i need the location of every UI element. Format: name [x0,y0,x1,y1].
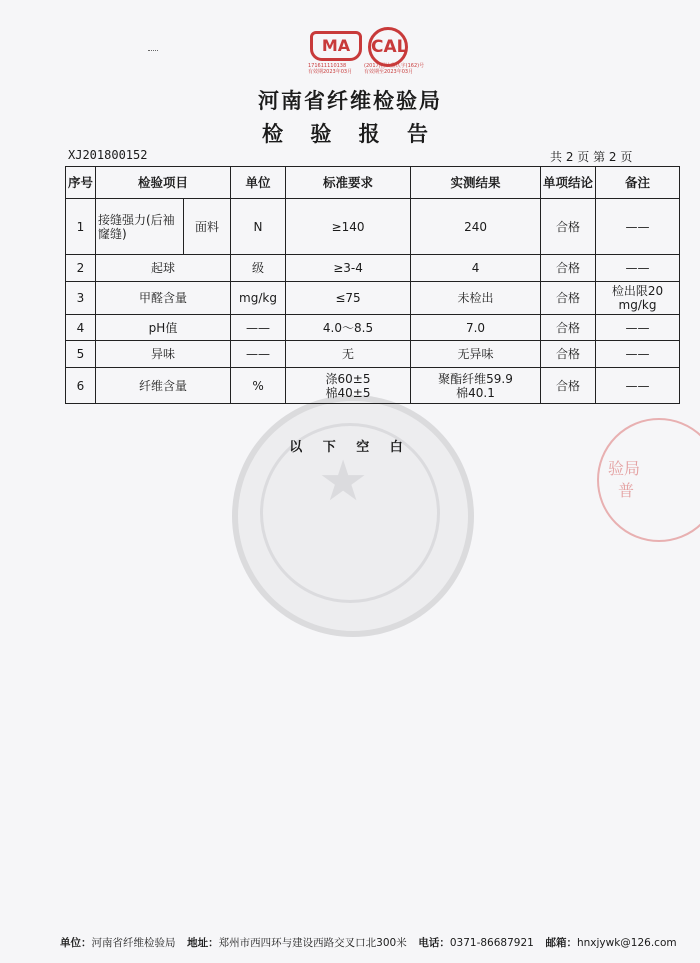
footer-email-value: hnxjywk@126.com [576,937,677,949]
cell-result: 4 [411,255,541,282]
cell-unit: —— [231,315,286,341]
result-line-2: 棉40.1 [456,385,495,400]
table-row [66,341,680,368]
cell-standard: 4.0～8.5 [286,315,411,341]
cell-remark: —— [596,255,680,282]
table-row [66,199,680,255]
header-item: 检验项目 [96,167,231,199]
cell-no: 3 [66,282,96,315]
cell-standard: ≥3-4 [286,255,411,282]
table-row [66,315,680,341]
cell-standard [286,368,411,404]
cell-verdict: 合格 [541,282,596,315]
cell-item: 异味 [96,341,231,368]
cal-caption-validity: 有效期至2023年03月 [364,69,414,75]
footer-unit-value: 河南省纤维检验局 [91,937,176,949]
cell-verdict: 合格 [541,315,596,341]
cell-item: 起球 [96,255,231,282]
stamp-text-2: 普 [618,481,635,500]
report-number: XJ201800152 [68,148,148,162]
header-result: 实测结果 [411,167,541,199]
table-row [66,368,680,404]
cell-remark: —— [596,315,680,341]
cell-result: 未检出 [411,282,541,315]
cell-unit: mg/kg [231,282,286,315]
header-no: 序号 [66,167,96,199]
cell-result: 240 [411,199,541,255]
cell-no: 4 [66,315,96,341]
cell-remark: —— [596,368,680,404]
cell-item: pH值 [96,315,231,341]
cell-item: 甲醛含量 [96,282,231,315]
organization-title: 河南省纤维检验局 [258,89,442,113]
cell-no: 6 [66,368,96,404]
cell-standard: ≤75 [286,282,411,315]
standard-line-2: 棉40±5 [325,385,371,400]
cal-logo: CAL [368,27,408,67]
stamp-text-1: 验局 [608,459,641,478]
cell-result: 7.0 [411,315,541,341]
cell-verdict: 合格 [541,255,596,282]
cell-item: 纤维含量 [96,368,231,404]
standard-line-1: 涤60±5 [325,371,371,386]
cell-sub-item: 面料 [184,199,231,255]
watermark-emblem-icon: ★ [318,449,369,514]
cell-no: 1 [66,199,96,255]
header-standard: 标准要求 [286,167,411,199]
header-verdict: 单项结论 [541,167,596,199]
blank-note: 以 下 空 白 [289,440,411,455]
table-header-row [66,167,680,199]
cell-item: 接缝强力(后袖窿缝) [96,199,184,255]
footer-unit-label: 单位： [60,937,92,949]
footer-email-label: 邮箱： [545,937,577,949]
cell-verdict: 合格 [541,368,596,404]
cma-caption-number: 171611110138 [308,63,347,69]
page-info: 共 2 页 第 2 页 [550,150,633,164]
cell-remark: —— [596,341,680,368]
table-row [66,255,680,282]
footer [60,935,677,950]
result-line-1: 聚酯纤维59.9 [438,371,513,386]
report-title: 检 验 报 告 [262,122,438,146]
cal-caption-number: (2017)国认监认字(162)号 [364,63,425,69]
cell-remark: —— [596,199,680,255]
scan-mark [148,50,158,54]
footer-phone-label: 电话： [418,937,450,949]
cell-unit: N [231,199,286,255]
certification-logos [306,27,425,79]
cell-no: 2 [66,255,96,282]
footer-address-label: 地址： [187,937,219,949]
cell-unit: 级 [231,255,286,282]
footer-address-value: 郑州市西四环与建设西路交叉口北300米 [218,937,407,949]
table-row [66,282,680,315]
cell-unit: —— [231,341,286,368]
cell-verdict: 合格 [541,341,596,368]
cma-logo: MA [310,31,362,61]
cell-standard: ≥140 [286,199,411,255]
cell-unit: % [231,368,286,404]
cell-result: 无异味 [411,341,541,368]
header-remark: 备注 [596,167,680,199]
header-unit: 单位 [231,167,286,199]
cell-standard: 无 [286,341,411,368]
cma-caption-validity: 有效期2023年03月 [308,69,353,75]
cell-remark: 检出限20 mg/kg [596,282,680,315]
watermark-seal [232,395,474,637]
cell-no: 5 [66,341,96,368]
cell-verdict: 合格 [541,199,596,255]
footer-phone-value: 0371-86687921 [449,937,534,949]
results-table [65,166,680,404]
cell-result [411,368,541,404]
